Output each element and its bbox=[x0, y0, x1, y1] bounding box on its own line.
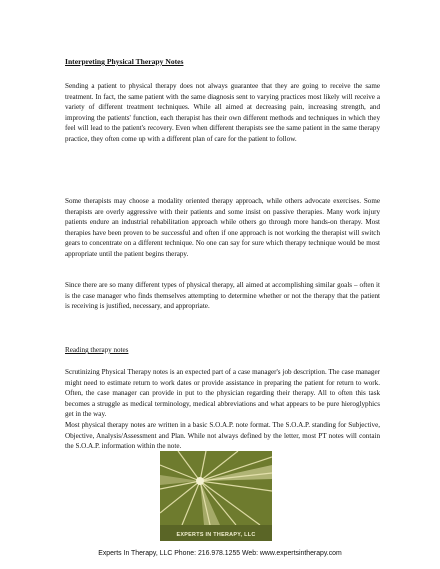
starburst-logo-icon bbox=[160, 451, 272, 541]
footer-contact: Experts In Therapy, LLC Phone: 216.978.1255 Web: www.expertsintherapy.com bbox=[98, 550, 342, 557]
logo-text: EXPERTS IN THERAPY, LLC bbox=[176, 532, 256, 538]
company-logo bbox=[160, 451, 272, 541]
paragraph-5: Most physical therapy notes are written in a basic S.O.A.P. note format. The S.O.A.P. standing for Subjective, Objective, Analysis/Assessment and Plan. While not always defined by the letter, most PT notes will contain the S.O.A.P. information within the note. bbox=[65, 421, 380, 451]
section-heading: Reading therapy notes bbox=[65, 346, 129, 354]
paragraph-1: Sending a patient to physical therapy does not always guarantee that they are going to receive the same treatment. In fact, the same patient with the same diagnosis sent to varying practices most likely will receive a variety of different treatment techniques. While all aimed at decreasing pain, increasing strength, and improving the patients' function, each therapist has their own different methods and techniques in which they feel will lead to the patient's recovery. Even when different therapists see the same patient in the same therapy practice, they often come up with a different plan of care for the patient to follow. bbox=[65, 82, 380, 143]
paragraph-4: Scrutinizing Physical Therapy notes is an expected part of a case manager's job description. The case manager might need to estimate return to work dates or provide assistance in preparing the patient for return to work. Often, the case manager can provide in put to the physician regarding their therapy. All to often this task becomes a struggle as medical terminology, medical abbreviations and what appears to be pure hieroglyphics get in the way. bbox=[65, 368, 380, 419]
page-title: Interpreting Physical Therapy Notes bbox=[65, 57, 184, 66]
paragraph-2: Some therapists may choose a modality oriented therapy approach, while others advocate exercises. Some therapists are overly aggressive with their patients and some insist on passive therapies. Many work injury patients endure an industrial rehabilitation approach while others go through more hands-on therapy. Most therapies have been proven to be successful and often if one approach is not working the therapist will switch gears to concentrate on a different technique. No one can say for sure which therapy technique would be most appropriate until the patient begins therapy. bbox=[65, 197, 380, 258]
paragraph-3: Since there are so many different types of physical therapy, all aimed at accomplishing similar goals – often it is the case manager who finds themselves attempting to determine whether or not the therapy that the patient is receiving is justified, necessary, and appropriate. bbox=[65, 281, 380, 311]
